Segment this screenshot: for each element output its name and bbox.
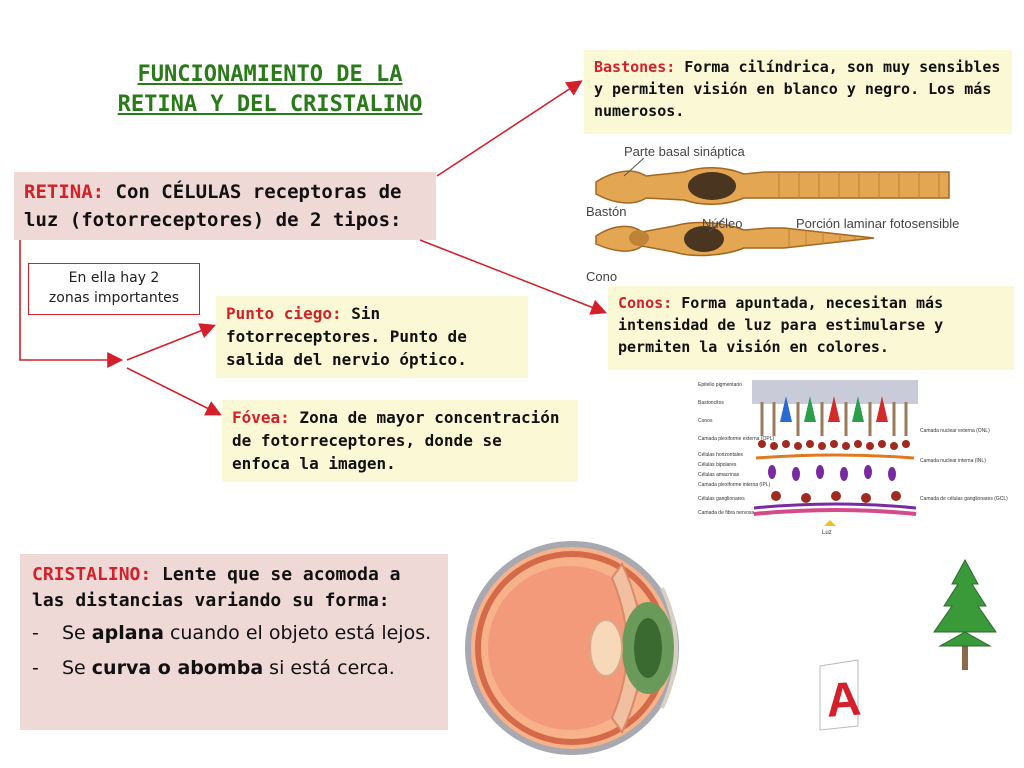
label-cono: Cono [586,269,618,284]
label-porcion-laminar: Porción laminar fotosensible [796,216,960,231]
layer-label: Camada nuclear externa (ONL) [920,428,990,434]
photoreceptor-cells-diagram [584,140,960,285]
layer-label: Camada de fibra nervosa [698,510,755,516]
fovea-text: Zona de mayor concentración de fotorreceptores, donde se enfoca la imagen. [232,408,560,473]
item-post: cuando el objeto está lejos. [163,622,432,644]
retina-layers-diagram [696,374,1008,536]
bastones-text: Forma cilíndrica, son muy sensibles y permiten visión en blanco y negro. Los más numerosos. [594,58,1001,120]
item-bold: curva o abomba [91,657,264,679]
item-pre: Se [62,657,92,679]
layer-label: Conos [698,418,713,424]
layer-label: Células ganglionares [698,496,745,502]
light-arrow [822,520,836,536]
punto-ciego-text: Sin fotorreceptores. Punto de salida del nervio óptico. [226,304,467,369]
title-line-1: FUNCIONAMIENTO DE LA [137,62,403,87]
layer-label: Camada de células ganglionares (GCL) [920,496,1008,502]
conos-key: Conos: [618,294,673,312]
item-bold: aplana [91,622,164,644]
label-baston: Bastón [586,204,627,219]
arrow-to-bastones [437,82,580,176]
conos-text: Forma apuntada, necesitan más intensidad de luz para estimularse y permiten la visión en colores. [618,294,944,356]
eye-cross-section-illustration [462,538,692,758]
nuclear-layer [758,440,910,450]
retina-text: Con CÉLULAS receptoras de luz (fotorreceptores) de 2 tipos: [24,181,402,231]
letter-card-label: A [824,672,863,728]
zonas-line-2: zonas importantes [48,290,180,306]
ganglion-layer [771,491,901,503]
title-line-2: RETINA Y DEL CRISTALINO [117,92,423,117]
zonas-line-1: En ella hay 2 [68,270,160,286]
arrow-to-punto-ciego [127,326,213,360]
layer-label: Células bipolares [698,462,737,468]
fovea-key: Fóvea: [232,408,290,427]
bipolar-layer [768,465,896,481]
zonas-connector [20,240,120,360]
label-parte-basal: Parte basal sináptica [624,144,745,159]
light-label: Luz [822,530,832,536]
layer-label: Camada plexiforme interna (IPL) [698,482,771,488]
arrow-to-fovea [127,368,219,414]
retina-key: RETINA: [24,181,105,203]
list-dash: - [32,622,39,644]
layer-label: Epitelio pigmentario [698,382,742,388]
list-dash: - [32,657,39,679]
bastones-key: Bastones: [594,58,676,76]
cristalino-text: Lente que se acomoda a las distancias variando su forma: [32,564,401,611]
layer-label: Bastoncitos [698,400,724,406]
tree-icon [926,556,1006,674]
item-pre: Se [62,622,92,644]
label-nucleo: Núcleo [702,216,743,231]
punto-ciego-key: Punto ciego: [226,304,342,323]
layer-label: Camada plexiforme externa (OPL) [698,436,775,442]
item-post: si está cerca. [263,657,395,679]
letter-card-icon [814,656,864,734]
arrow-to-conos [420,240,604,312]
layer-label: Células horizontales [698,452,744,458]
rod-cell [596,168,949,205]
layer-label: Camada nuclear interna (INL) [920,458,986,464]
layer-label: Células amacrinas [698,472,740,478]
cristalino-key: CRISTALINO: [32,564,152,585]
